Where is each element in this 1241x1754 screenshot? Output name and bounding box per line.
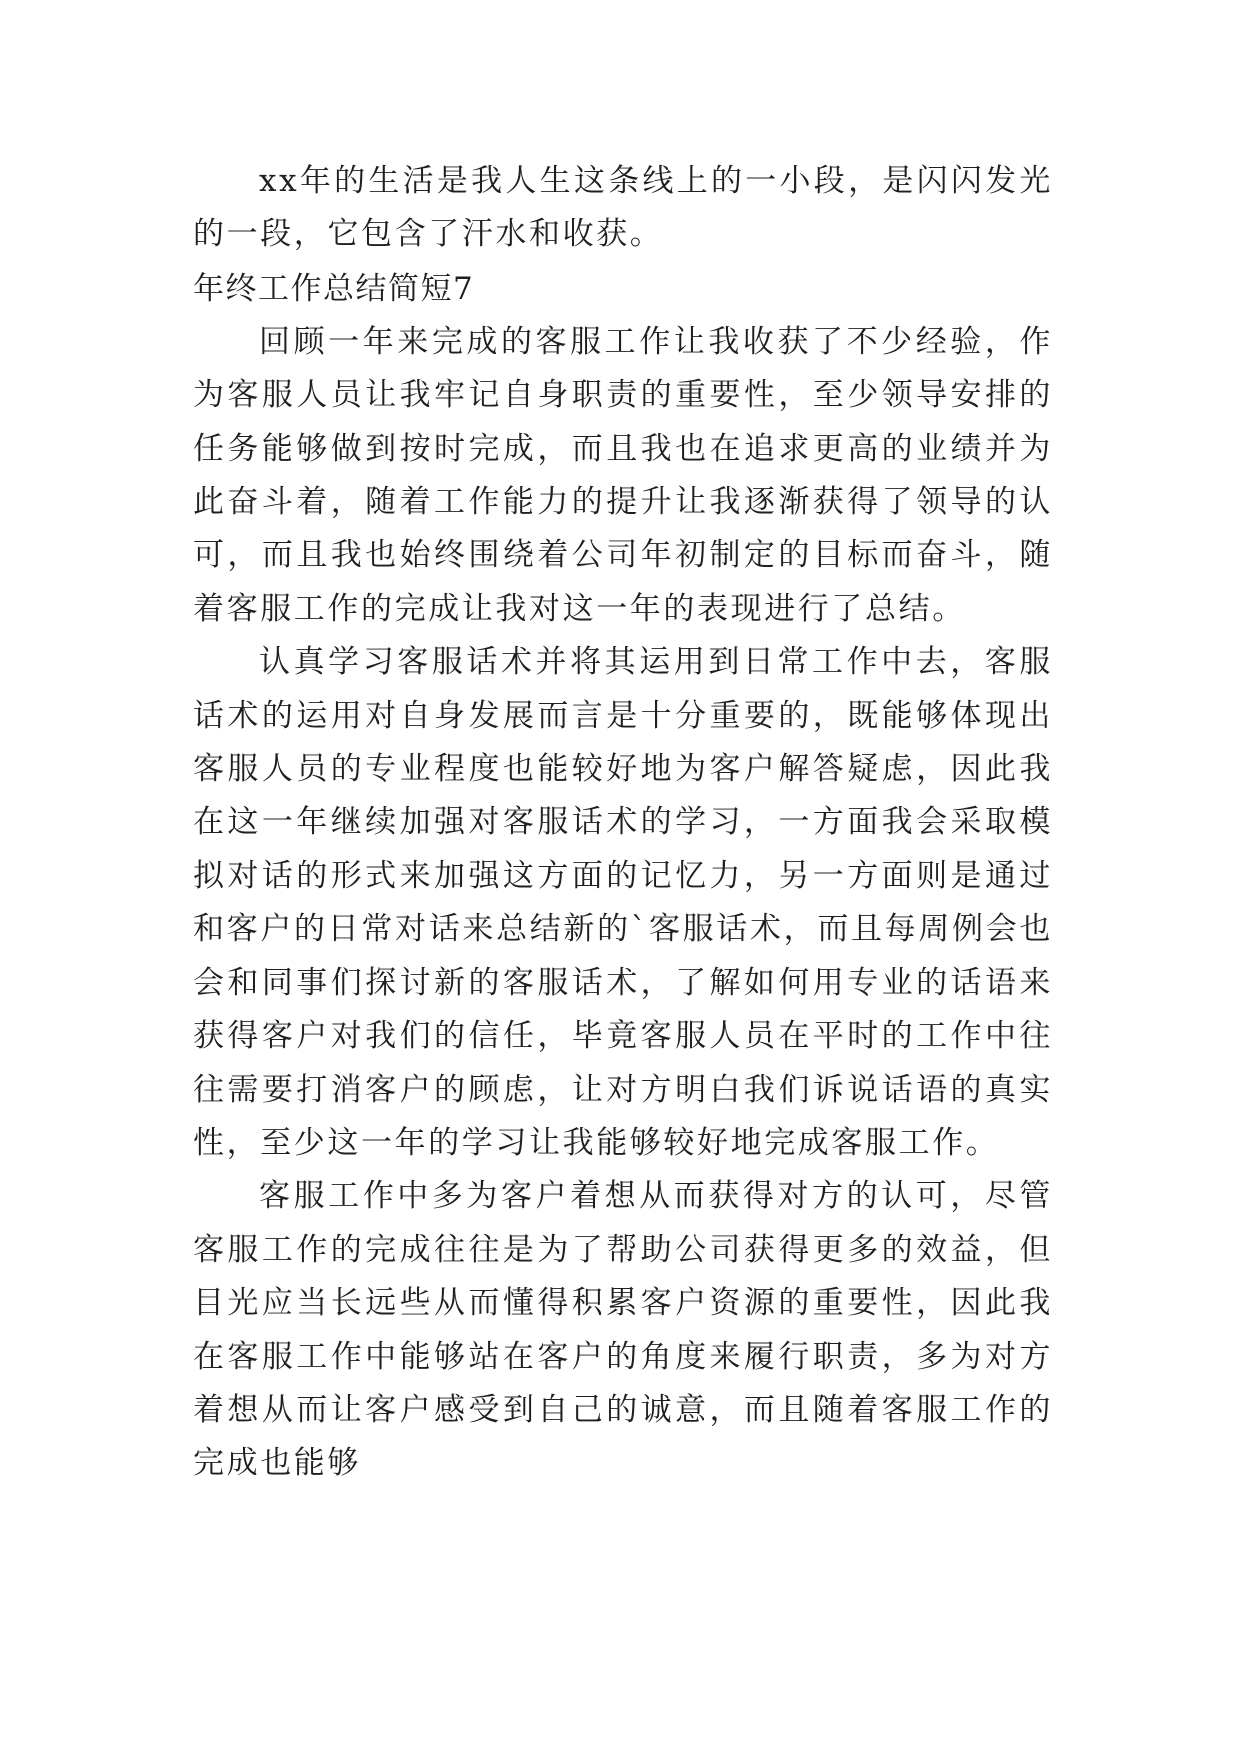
body-paragraph-3: 客服工作中多为客户着想从而获得对方的认可，尽管客服工作的完成往往是为了帮助公司获得更多的效益，但目光应当长远些从而懂得积累客户资源的重要性，因此我在客服工作中能够站在客户的角度来履行职责，多为对方着想从而让客户感受到自己的诚意，而且随着客服工作的完成也能够 — [193, 1178, 1053, 1482]
document-body — [193, 155, 1053, 1491]
intro-paragraph: xx年的生活是我人生这条线上的一小段，是闪闪发光的一段，它包含了汗水和收获。 — [193, 163, 1053, 253]
body-paragraph-1: 回顾一年来完成的客服工作让我收获了不少经验，作为客服人员让我牢记自身职责的重要性，至少领导安排的任务能够做到按时完成，而且我也在追求更高的业绩并为此奋斗着，随着工作能力的提升让我逐渐获得了领导的认可，而且我也始终围绕着公司年初制定的目标而奋斗，随着客服工作的完成让我对这一年的表现进行了总结。 — [193, 323, 1053, 627]
section-heading: 年终工作总结简短7 — [193, 270, 475, 307]
body-paragraph-2: 认真学习客服话术并将其运用到日常工作中去，客服话术的运用对自身发展而言是十分重要的，既能够体现出客服人员的专业程度也能较好地为客户解答疑虑，因此我在这一年继续加强对客服话术的学习，一方面我会采取模拟对话的形式来加强这方面的记忆力，另一方面则是通过和客户的日常对话来总结新的`客服话术，而且每周例会也会和同事们探讨新的客服话术，了解如何用专业的话语来获得客户对我们的信任，毕竟客服人员在平时的工作中往往需要打消客户的顾虑，让对方明白我们诉说话语的真实性，至少这一年的学习让我能够较好地完成客服工作。 — [193, 644, 1053, 1161]
